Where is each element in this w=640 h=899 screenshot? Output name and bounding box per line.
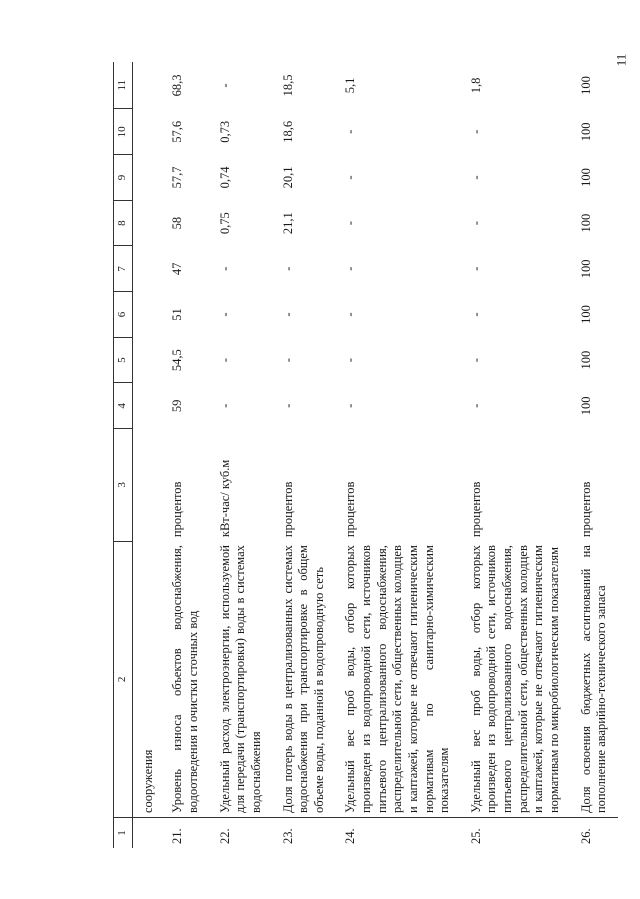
value-cell: 68,3 — [170, 74, 185, 97]
value-cell: - — [343, 129, 358, 134]
table-row — [571, 62, 618, 848]
continuation-row — [132, 62, 162, 848]
value-cell: - — [468, 266, 483, 271]
table-row — [210, 62, 273, 848]
value-cell: - — [468, 403, 483, 408]
row-number: 26. — [571, 818, 618, 848]
value-cell: - — [217, 83, 232, 88]
value-cell: 57,6 — [170, 120, 185, 143]
table-row — [162, 62, 209, 848]
column-header: 7 — [114, 246, 133, 292]
value-cell: 100 — [578, 259, 593, 279]
value-cell: - — [217, 312, 232, 317]
unit-cell: кВт-час/ куб.м — [217, 459, 232, 538]
value-cell: - — [343, 175, 358, 180]
value-cell: 100 — [578, 213, 593, 233]
row-number: 23. — [273, 818, 336, 848]
value-cell: 58 — [170, 216, 185, 230]
value-cell: - — [468, 129, 483, 134]
value-cell: - — [343, 221, 358, 226]
rotated-table-wrapper — [113, 62, 609, 848]
column-header: 6 — [114, 292, 133, 338]
column-header: 4 — [114, 383, 133, 429]
value-cell: 0,74 — [217, 166, 232, 189]
value-cell: 20,1 — [280, 166, 295, 189]
value-cell: 57,7 — [170, 166, 185, 189]
column-header: 8 — [114, 200, 133, 246]
value-cell: 0,75 — [217, 212, 232, 235]
column-header: 1 — [114, 818, 133, 848]
row-number: 22. — [210, 818, 273, 848]
value-cell: 100 — [578, 76, 593, 95]
row-number: 24. — [335, 818, 460, 848]
indicator-name: Удельный вес проб воды, отбор которых произведен из водопроводной сети, источников питьевого централизованного водоснабжения, распределительной сети, общественных колодцев и каптажей, которые не отвечают гигиеническим нормативам по санитарно-химическим показателям — [343, 545, 452, 814]
unit-cell: процентов — [343, 481, 358, 538]
indicator-name: Доля освоения бюджетных ассигнований на пополнение аварийно-технического запаса — [578, 545, 609, 814]
column-header: 11 — [114, 62, 133, 109]
value-cell: - — [343, 403, 358, 408]
row-number: 21. — [162, 818, 209, 848]
unit-cell: процентов — [468, 481, 483, 538]
value-cell: - — [217, 266, 232, 271]
indicator-name: Доля потерь воды в централизованных системах водоснабжения при транспортировке в общем объеме воды, поданной в водопроводную сеть — [280, 545, 326, 814]
value-cell: 100 — [578, 168, 593, 187]
value-cell: - — [217, 403, 232, 408]
indicator-name: Удельный расход электроэнергии, используемой для передачи (транспортировки) воды в системах водоснабжения — [217, 545, 263, 814]
value-cell: 1,8 — [468, 77, 483, 94]
value-cell: 18,5 — [280, 74, 295, 97]
value-cell: - — [343, 358, 358, 363]
value-cell: - — [280, 266, 295, 271]
value-cell: 5,1 — [343, 77, 358, 94]
value-cell: - — [280, 312, 295, 317]
column-header: 9 — [114, 155, 133, 201]
value-cell: 54,5 — [170, 349, 185, 372]
indicators-table — [113, 62, 618, 848]
value-cell: - — [217, 358, 232, 363]
value-cell: 47 — [170, 262, 185, 276]
value-cell: 0,73 — [217, 120, 232, 143]
value-cell: - — [280, 358, 295, 363]
value-cell: 100 — [578, 350, 593, 370]
column-header: 10 — [114, 109, 133, 155]
value-cell: - — [280, 403, 295, 408]
column-header: 5 — [114, 337, 133, 383]
continuation-text: сооружения — [140, 749, 155, 814]
unit-cell: процентов — [280, 481, 295, 538]
indicator-name: Уровень износа объектов водоснабжения, водоотведения и очистки сточных вод — [170, 545, 200, 814]
unit-cell: процентов — [578, 481, 593, 538]
indicator-name: Удельный вес проб воды, отбор которых произведен из водопроводной сети, источников питьевого централизованного водоснабжения, распределительной сети, общественных колодцев и каптажей, которые не отвечают гигиеническим нормативам по микробиологическим показателям — [468, 545, 561, 814]
value-cell: 18,6 — [280, 120, 295, 143]
value-cell: - — [468, 221, 483, 226]
value-cell: 59 — [170, 399, 185, 413]
table-row — [461, 62, 571, 848]
value-cell: - — [343, 312, 358, 317]
table-row — [273, 62, 336, 848]
unit-cell: процентов — [170, 481, 185, 538]
value-cell: 100 — [578, 305, 593, 324]
column-header: 3 — [114, 429, 133, 541]
value-cell: 51 — [170, 308, 185, 321]
value-cell: 21,1 — [280, 212, 295, 235]
column-header: 2 — [114, 541, 133, 817]
value-cell: - — [468, 175, 483, 180]
table-row — [335, 62, 460, 848]
value-cell: - — [468, 358, 483, 363]
header-row — [114, 62, 133, 848]
value-cell: - — [343, 266, 358, 271]
page-number: 11 — [613, 53, 629, 67]
value-cell: 100 — [578, 122, 593, 142]
value-cell: 100 — [578, 396, 593, 416]
row-number: 25. — [461, 818, 571, 848]
value-cell: - — [468, 312, 483, 317]
